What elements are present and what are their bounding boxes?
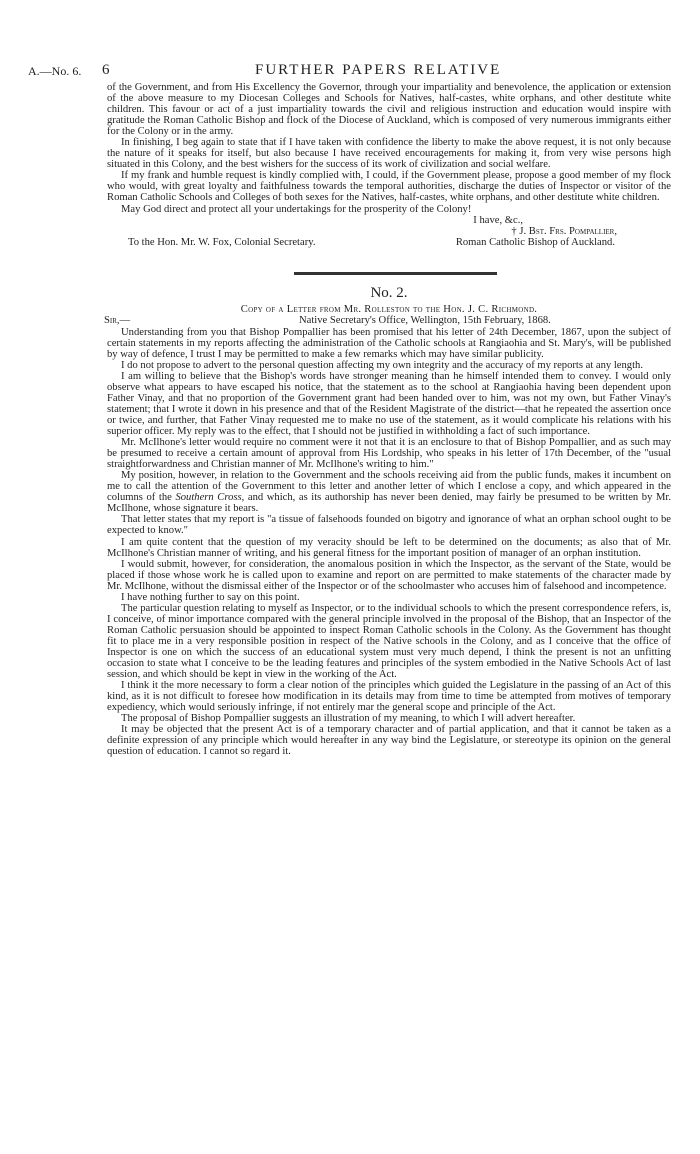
section-divider xyxy=(294,272,497,275)
document-number: No. 2. xyxy=(370,284,408,301)
addressee: To the Hon. Mr. W. Fox, Colonial Secretary. xyxy=(128,236,316,248)
letter1-paragraph: In finishing, I beg again to state that if I have taken with confidence the liberty to make the above request, it is not only because the nature of it speaks for itself, but also because I have received encouragements for making it, from very wise persons high situated in this Colony, and the best wishers for the success of its work of civilization and social welfare. xyxy=(107,137,671,171)
letter2-paragraph: That letter states that my report is "a tissue of falsehoods founded on bigotry and ignorance of what an orphan school ought to be expected to know." xyxy=(107,514,671,537)
letter2-paragraph: I think it the more necessary to form a clear notion of the principles which guided the Legislature in the passing of an Act of this kind, as it is not difficult to foresee how modification in its details may from time to time be attempted from motives of temporary expediency, which would seriously infringe, if not entirely mar the general scope and principle of the Act. xyxy=(107,680,671,714)
letter2-paragraph: Understanding from you that Bishop Pompallier has been promised that his letter of 24th December, 1867, upon the subject of certain statements in my reports affecting the administration of the Catholic schools at Rangiaohia and St. Mary's, will be published by way of defence, I trust I may be permitted to make a few remarks which may have similar publicity. xyxy=(107,326,671,360)
letter1-paragraph: If my frank and humble request is kindly complied with, I could, if the Government please, propose a good member of my flock who would, with great loyalty and faithfulness towards the temporal authorities, discharge the duties of Inspector or visitor of the Roman Catholic Schools and Colleges of both sexes for the Natives, half-castes, white orphans, and other destitute white children. xyxy=(107,170,671,204)
letter1-paragraph: May God direct and protect all your undertakings for the prosperity of the Colony! xyxy=(121,203,472,215)
letter1-paragraph: of the Government, and from His Excellency the Governor, through your impartiality and benevolence, the application or extension of the above measure to my Diocesan Colleges and Schools for Natives, half-castes, white orphans, and other destitute white children. This favour or act of a just impartiality towards the civil and religious instruction and education would inspire with gratitude the Roman Catholic Bishop and flock of the Diocese of Auckland, which is composed of very numerous immigrants either for the Colony or in the army. xyxy=(107,82,671,138)
salutation-line xyxy=(104,314,671,327)
letter2-paragraph: Mr. McIlhone's letter would require no comment were it not that it is an enclosure to that of Bishop Pompallier, and as such may be presumed to receive a certain amount of approval from His Lordship, who speaks in his letter of 17th December, of the "usual straightforwardness and Christian manner of Mr. McIlhone's writing to him." xyxy=(107,437,671,471)
letter2-paragraph: The particular question relating to myself as Inspector, or to the individual schools to which the present correspondence refers, is, I conceive, of minor importance compared with the general principle involved in the proposal of the Bishop, that an Inspector of the Roman Catholic persuasion should be appointed to inspect Roman Catholic schools in the Colony. As the Government has thought fit to place me in a very responsible position in respect of the Native schools in the Colony, and as I conceive that the office of Inspector is one on which the success of an educational system must very much depend, I think the present is not an unfitting occasion to state what I conceive to be the leading features and principles of the system embodied in the Native Schools Act of last session, and which should be kept in view in the working of the Act. xyxy=(107,602,671,681)
letter2-paragraph: I am willing to believe that the Bishop's words have stronger meaning than he himself intended them to convey. I would only observe what appears to have escaped his notice, that the statement as to the school at Rangiaohia having been dependent upon Father Vinay, and that no proportion of the Government grant had been handed over to him, was not my own, but Father Vinay's statement; that I wrote it down in his presence and that of the Resident Magistrate of the district—that he repeated the assertion once or twice, and further, that Father Vinay requested me to make no use of the statement, as it would complicate his relations with his superior officer. My reply was to the effect, that I should not be justified in withholding a fact of such importance. xyxy=(107,370,671,438)
page-number: 6 xyxy=(102,62,110,78)
page-header xyxy=(0,62,700,82)
letter2-paragraph: My position, however, in relation to the Government and the schools receiving aid from the public funds, makes it incumbent on me to call the attention of the Government to this letter and another letter of which I enclose a copy, and which appeared in the columns of the Southern Cross, and which, as its authorship has never been denied, may fairly be presumed to be written by Mr. McIlhone, whose signature it bears. xyxy=(107,470,671,515)
letter2-paragraph: The proposal of Bishop Pompallier suggests an illustration of my meaning, to which I will advert hereafter. xyxy=(121,713,576,725)
salutation: Sir,— xyxy=(104,314,131,326)
running-title: FURTHER PAPERS RELATIVE xyxy=(255,62,502,78)
letter1-signature-block xyxy=(107,215,671,259)
signature: † J. Bst. Frs. Pompallier, xyxy=(511,225,617,237)
letter2-paragraph: I am quite content that the question of my veracity should be left to be determined on the documents; as also that of Mr. McIlhone's Christian manner of writing, and his general fitness for the important position of manager of an orphan institution. xyxy=(107,536,671,559)
closing: I have, &c., xyxy=(473,214,523,226)
body-text xyxy=(104,82,671,758)
newspaper-title: Southern Cross xyxy=(175,492,242,504)
letter2-paragraph: I do not propose to advert to the personal question affecting my own integrity and the accuracy of my reports at any length. xyxy=(121,359,643,371)
dateline: Native Secretary's Office, Wellington, 15th February, 1868. xyxy=(299,314,551,326)
letter2-paragraph: I have nothing further to say on this point. xyxy=(121,591,300,603)
letter2-paragraph: It may be objected that the present Act is of a temporary character and of partial application, and that it cannot be taken as a definite expression of any principle which would hereafter in any way bind the Legislature, or stereotype its opinion on the general question of education. I cannot so regard it. xyxy=(107,724,671,758)
letter-heading: Copy of a Letter from Mr. Rolleston to the Hon. J. C. Richmond. xyxy=(240,303,538,315)
paper-reference: A.—No. 6. xyxy=(28,64,82,78)
signature-title: Roman Catholic Bishop of Auckland. xyxy=(455,236,615,248)
letter2-paragraph: I would submit, however, for consideration, the anomalous position in which the Inspector, as the servant of the State, would be placed if those whose work he is called upon to examine and report on are permitted to make statements of the character made by Mr. McIlhone, without the dismissal either of the Inspector or of the schoolmaster who accuses him of falsehood and incompetence. xyxy=(107,558,671,592)
